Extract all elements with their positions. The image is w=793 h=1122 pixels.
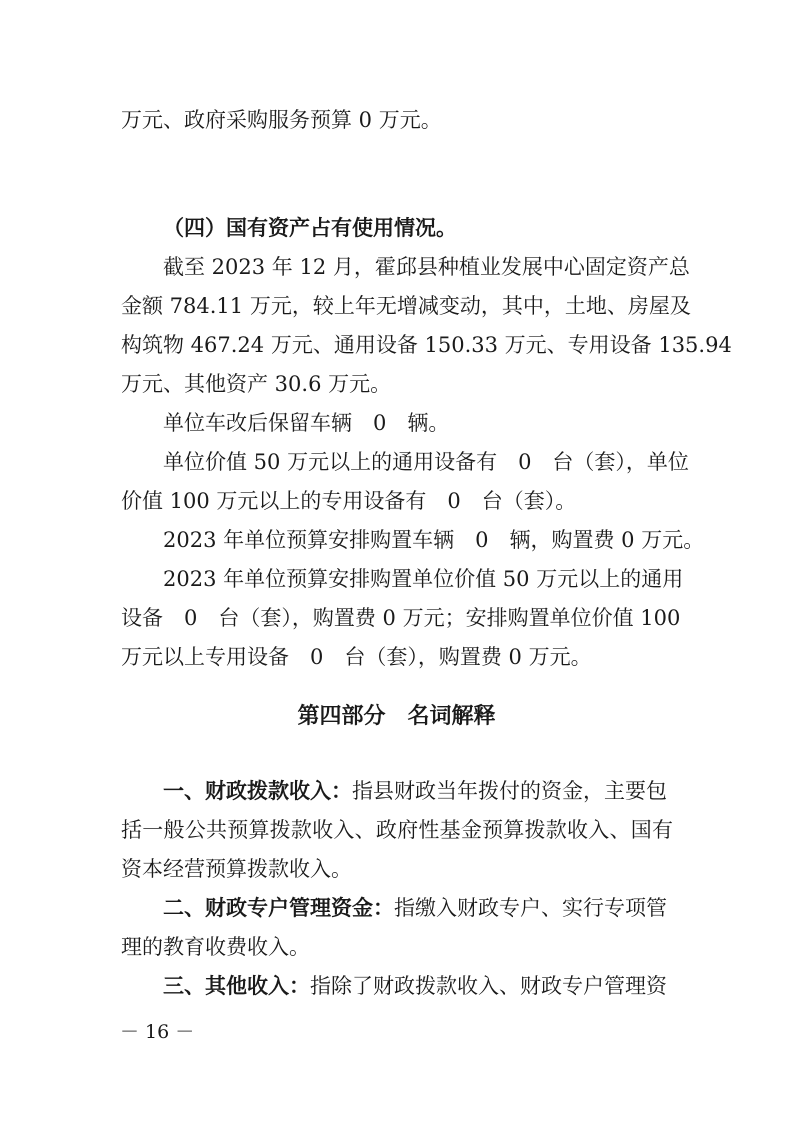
- term-item-3: [163, 974, 667, 998]
- term-item-2-label: 二、财政专户管理资金：: [163, 896, 394, 920]
- page-number: － 16 －: [120, 1021, 195, 1043]
- term-item-2-definition: 指缴入财政专户、实行专项管: [394, 896, 667, 920]
- term-item-2: [163, 896, 667, 920]
- term-item-1: [163, 779, 667, 803]
- term-item-2-line2: 理的教育收费收入。: [121, 935, 310, 959]
- assets-para3-line2: 价值 100 万元以上的专用设备有 0 台（套）。: [121, 489, 577, 513]
- assets-para4: 2023 年单位预算安排购置车辆 0 辆，购置费 0 万元。: [163, 528, 705, 552]
- continuation-text: 万元、政府采购服务预算 0 万元。: [121, 108, 442, 132]
- term-item-1-definition: 指县财政当年拨付的资金，主要包: [352, 779, 667, 803]
- section-heading-assets: （四）国有资产占有使用情况。: [163, 216, 457, 240]
- assets-para1-line4: 万元、其他资产 30.6 万元。: [121, 372, 392, 396]
- assets-para1-line1: 截至 2023 年 12 月，霍邱县种植业发展中心固定资产总: [163, 255, 690, 279]
- term-item-3-label: 三、其他收入：: [163, 974, 310, 998]
- term-item-1-line2: 括一般公共预算拨款收入、政府性基金预算拨款收入、国有: [121, 818, 673, 842]
- assets-para3-line1: 单位价值 50 万元以上的通用设备有 0 台（套），单位: [163, 450, 689, 474]
- assets-para2: 单位车改后保留车辆 0 辆。: [163, 411, 450, 435]
- term-item-1-label: 一、财政拨款收入：: [163, 779, 352, 803]
- assets-para5-line1: 2023 年单位预算安排购置单位价值 50 万元以上的通用: [163, 567, 684, 591]
- assets-para5-line3: 万元以上专用设备 0 台（套），购置费 0 万元。: [121, 645, 592, 669]
- part-four-title: 第四部分 名词解释: [297, 704, 496, 729]
- assets-para1-line3: 构筑物 467.24 万元、通用设备 150.33 万元、专用设备 135.94: [121, 333, 732, 357]
- term-item-1-line3: 资本经营预算拨款收入。: [121, 857, 352, 881]
- assets-para1-line2: 金额 784.11 万元，较上年无增减变动，其中，土地、房屋及: [121, 294, 691, 318]
- assets-para5-line2: 设备 0 台（套），购置费 0 万元；安排购置单位价值 100: [121, 606, 681, 630]
- term-item-3-definition: 指除了财政拨款收入、财政专户管理资: [310, 974, 667, 998]
